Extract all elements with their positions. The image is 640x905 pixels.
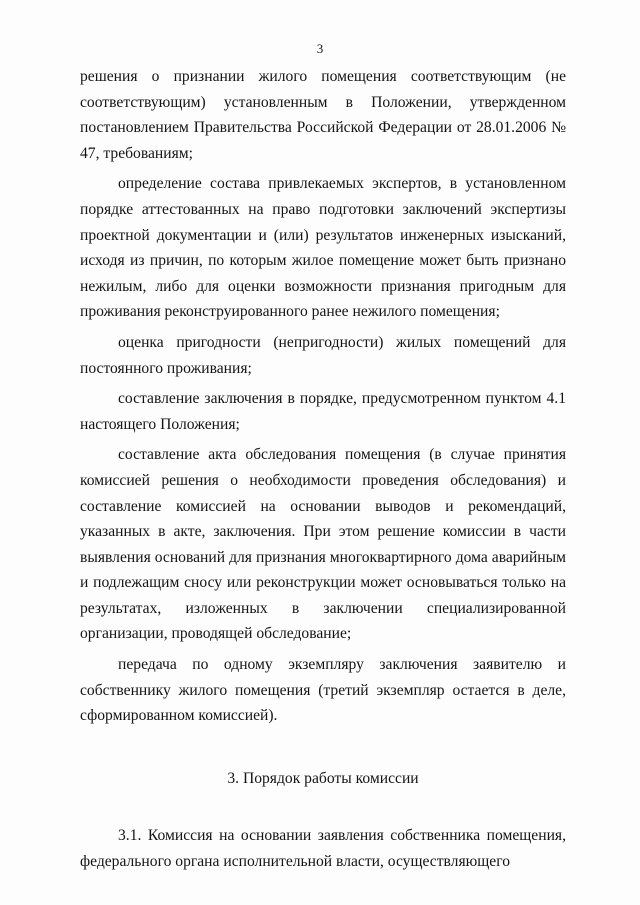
document-body xyxy=(80,64,566,880)
page-number: 3 xyxy=(316,41,324,56)
paragraph-transfer: передача по одному экземпляру заключения заявителю и собственнику жилого помещения (третий экземпляр остается в деле, сформированном комиссией). xyxy=(80,656,566,725)
paragraph-3-1: 3.1. Комиссия на основании заявления собственника помещения, федерального органа исполнительной власти, осуществляющего xyxy=(80,827,566,871)
paragraph-continuation: решения о признании жилого помещения соответствующим (не соответствующим) установленным в Положении, утвержденном постановлением Правительства Российской Федерации от 28.01.2006 № 47, требованиям; xyxy=(80,68,566,162)
section-heading: 3. Порядок работы комиссии xyxy=(227,769,419,787)
paragraph-assessment: оценка пригодности (непригодности) жилых помещений для постоянного проживания; xyxy=(80,333,566,377)
paragraph-inspection-act: составление акта обследования помещения (в случае принятия комиссией решения о необходимости проведения обследования) и составление комиссией на основании выводов и рекомендаций, указанных в акте, заключения. При этом решение комиссии в части выявления оснований для признания многоквартирного дома аварийным и подлежащим сносу или реконструкции может основываться только на результатах, изложенных в заключении специализированной организации, проводящей обследование; xyxy=(80,446,566,643)
paragraph-experts: определение состава привлекаемых экспертов, в установленном порядке аттестованных на право подготовки заключений экспертизы проектной документации и (или) результатов инженерных изысканий, исходя из причин, по которым жилое помещение может быть признано нежилым, либо для оценки возможности признания пригодным для проживания реконструированного ранее нежилого помещения; xyxy=(80,175,566,321)
paragraph-conclusion: составление заключения в порядке, предусмотренном пунктом 4.1 настоящего Положения; xyxy=(80,390,566,433)
